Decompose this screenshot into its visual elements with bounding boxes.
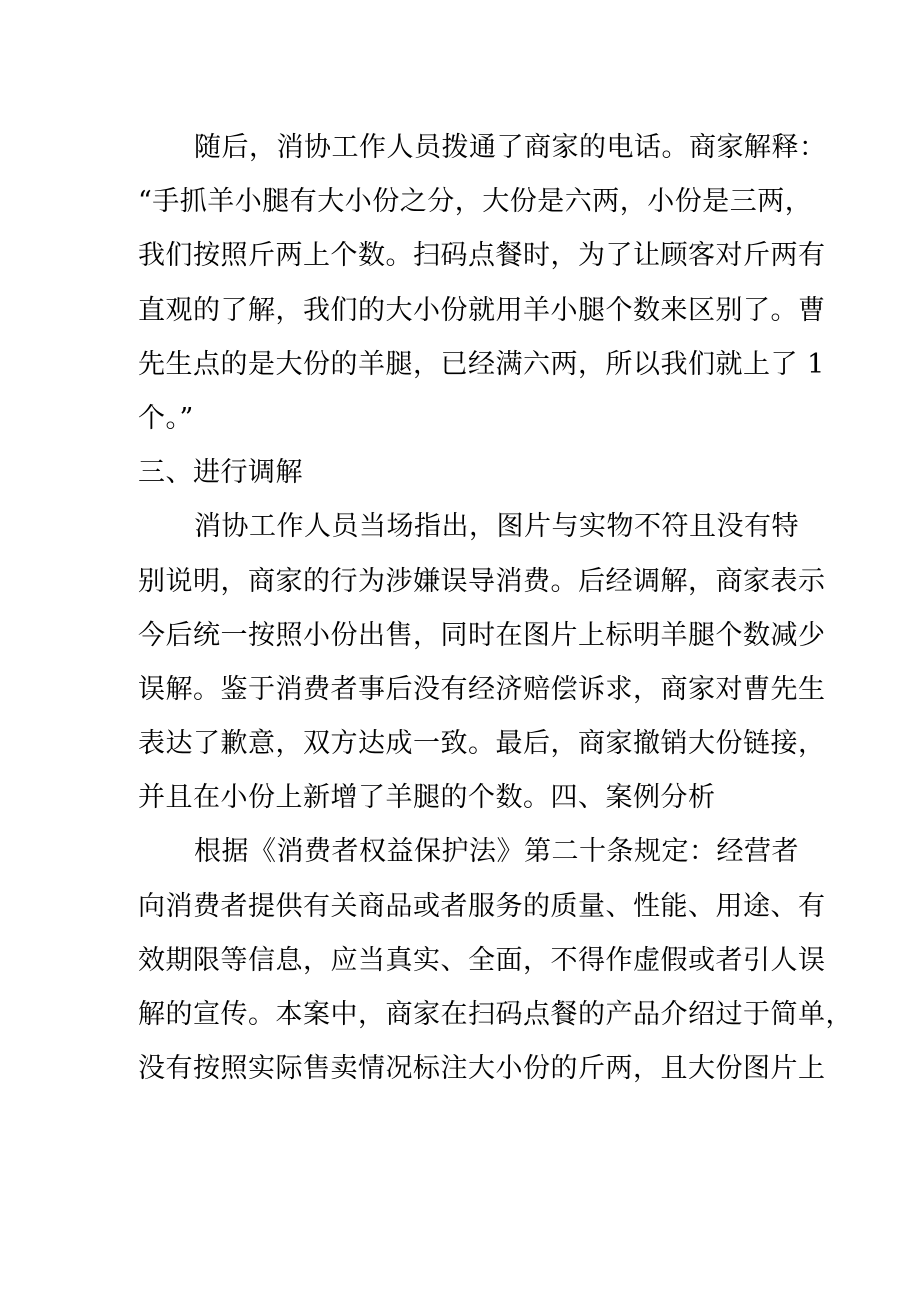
- document-body: [138, 121, 853, 1096]
- paragraph-line: 随后，消协工作人员拨通了商家的电话。商家解释：: [194, 132, 827, 163]
- paragraph-line: 效期限等信息，应当真实、全面，不得作虚假或者引人误: [138, 944, 826, 976]
- paragraph-line: 先生点的是大份的羊腿，已经满六两，所以我们就上了 1: [138, 348, 825, 380]
- paragraph-line: 根据《消费者权益保护法》第二十条规定：经营者: [194, 836, 799, 868]
- paragraph-line: 今后统一按照小份出售，同时在图片上标明羊腿个数减少: [138, 619, 826, 651]
- paragraph-line: 别说明，商家的行为涉嫌误导消费。后经调解，商家表示: [138, 565, 826, 597]
- paragraph-line: 解的宣传。本案中，商家在扫码点餐的产品介绍过于简单，: [138, 999, 853, 1030]
- paragraph-line: 我们按照斤两上个数。扫码点餐时，为了让顾客对斤两有: [138, 240, 826, 272]
- section-heading: 三、进行调解: [138, 457, 303, 489]
- paragraph-line: 没有按照实际售卖情况标注大小份的斤两，且大份图片上: [138, 1053, 826, 1085]
- paragraph-line: “手抓羊小腿有大小份之分，大份是六两，小份是三两，: [138, 186, 813, 218]
- paragraph-line: 向消费者提供有关商品或者服务的质量、性能、用途、有: [138, 890, 826, 922]
- paragraph-line: 误解。鉴于消费者事后没有经济赔偿诉求，商家对曹先生: [138, 673, 826, 705]
- paragraph-line: 直观的了解，我们的大小份就用羊小腿个数来区别了。曹: [138, 294, 826, 326]
- paragraph-line: 个。”: [138, 402, 194, 434]
- paragraph-line: 并且在小份上新增了羊腿的个数。四、案例分析: [138, 782, 716, 814]
- paragraph-line: 消协工作人员当场指出，图片与实物不符且没有特: [194, 511, 799, 543]
- paragraph-line: 表达了歉意，双方达成一致。最后，商家撤销大份链接，: [138, 728, 826, 760]
